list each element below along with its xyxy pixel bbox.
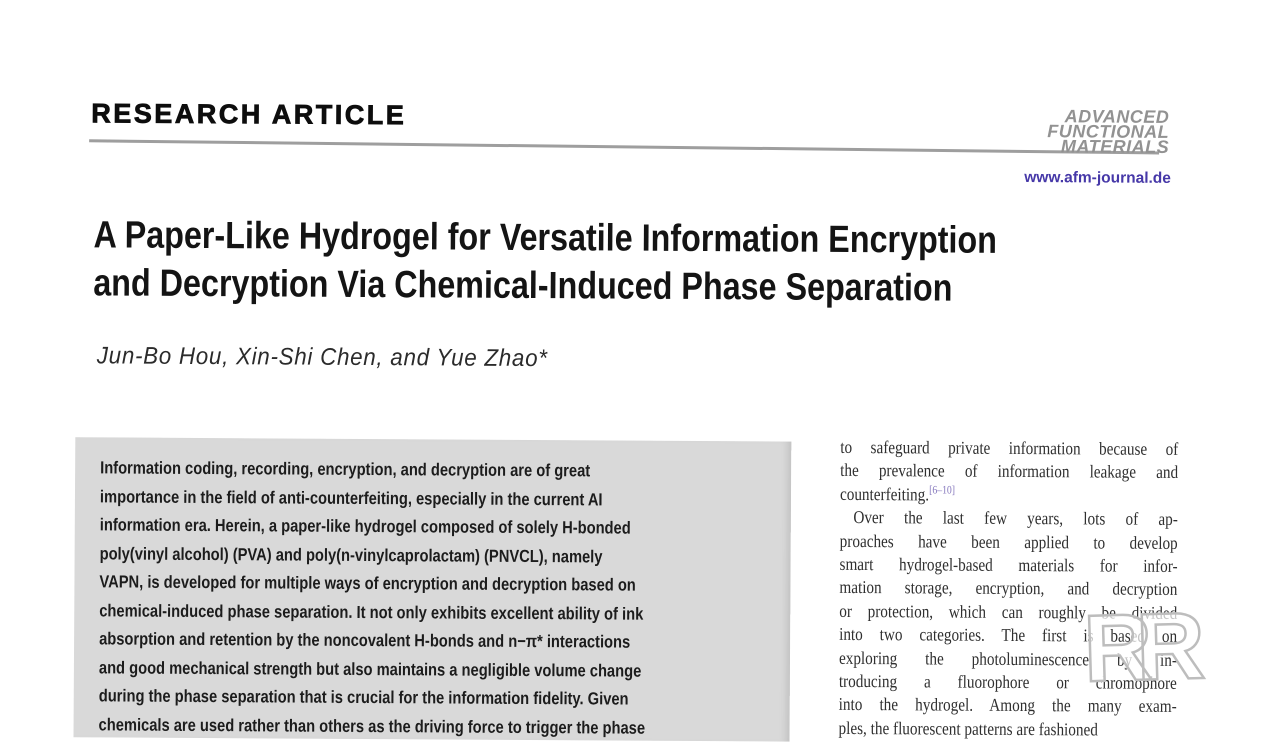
journal-logo-line: ADVANCED — [1064, 106, 1170, 127]
abstract-box — [73, 437, 791, 741]
body-text-line: proaches have been applied to develop — [839, 530, 1178, 553]
body-text-line: into two categories. The first is based on — [839, 624, 1178, 647]
abstract-text — [98, 453, 763, 742]
section-label: RESEARCH ARTICLE — [91, 98, 407, 131]
body-text-line: the prevalence of information leakage and — [840, 460, 1179, 483]
body-text-line: to safeguard private information because of — [840, 436, 1179, 459]
paper-title-line: A Paper-Like Hydrogel for Versatile Information Encryption — [93, 214, 998, 262]
header-rule — [89, 139, 1159, 154]
body-text-line: troducing a fluorophore or chromophore — [838, 670, 1177, 694]
body-text-line: into the hydrogel. Among the many exam- — [838, 694, 1177, 717]
journal-logo-line: MATERIALS — [1060, 136, 1170, 157]
body-text-line: ples, the fluorescent patterns are fashioned — [838, 717, 1098, 740]
journal-logo-line: FUNCTIONAL — [1047, 121, 1170, 142]
abstract-text-line: importance in the field of anti-counterfeiting, especially in the current AI — [99, 485, 603, 509]
abstract-text-line: Information coding, recording, encryption, and decryption are of great — [100, 457, 591, 481]
abstract-text-line: VAPN, is developed for multiple ways of encryption and decryption based on — [99, 571, 636, 595]
abstract-text-line: during the phase separation that is crucial for the information fidelity. Given — [98, 685, 629, 709]
body-text-line: mation storage, encryption, and decryption — [839, 577, 1178, 600]
journal-url-link[interactable]: www.afm-journal.de — [1024, 169, 1171, 187]
body-text-line: or protection, which can roughly be divided — [839, 600, 1178, 623]
body-text-line — [840, 483, 1178, 508]
abstract-text-line: and good mechanical strength but also maintains a negligible volume change — [98, 656, 642, 681]
paper-title — [93, 211, 997, 313]
abstract-text-line: absorption and retention by the noncovalent H-bonds and n−π* interactions — [99, 628, 631, 652]
abstract-text-line: information era. Herein, a paper-like hydrogel composed of solely H-bonded — [99, 514, 631, 538]
paper-title-line: and Decryption Via Chemical-Induced Phase Separation — [93, 262, 953, 310]
citation-link[interactable]: [6–10] — [929, 484, 956, 497]
body-text-line: Over the last few years, lots of ap- — [853, 507, 1178, 530]
journal-logo — [1047, 106, 1170, 157]
body-text-line: smart hydrogel-based materials for infor- — [839, 553, 1178, 576]
abstract-text-line: poly(vinyl alcohol) (PVA) and poly(n-vinylcaprolactam) (PNVCL), namely — [99, 542, 603, 566]
paper-authors: Jun-Bo Hou, Xin-Shi Chen, and Yue Zhao* — [96, 342, 548, 373]
body-text: counterfeiting. — [839, 483, 930, 505]
watermark-logo: RR — [1082, 593, 1191, 703]
body-text-line: exploring the photoluminescence by in- — [838, 647, 1178, 670]
abstract-text-line: chemicals are used rather than others as the driving force to trigger the phase — [98, 713, 646, 738]
abstract-text-line: chemical-induced phase separation. It not only exhibits excellent ability of ink — [99, 599, 644, 624]
body-column — [838, 436, 1178, 742]
